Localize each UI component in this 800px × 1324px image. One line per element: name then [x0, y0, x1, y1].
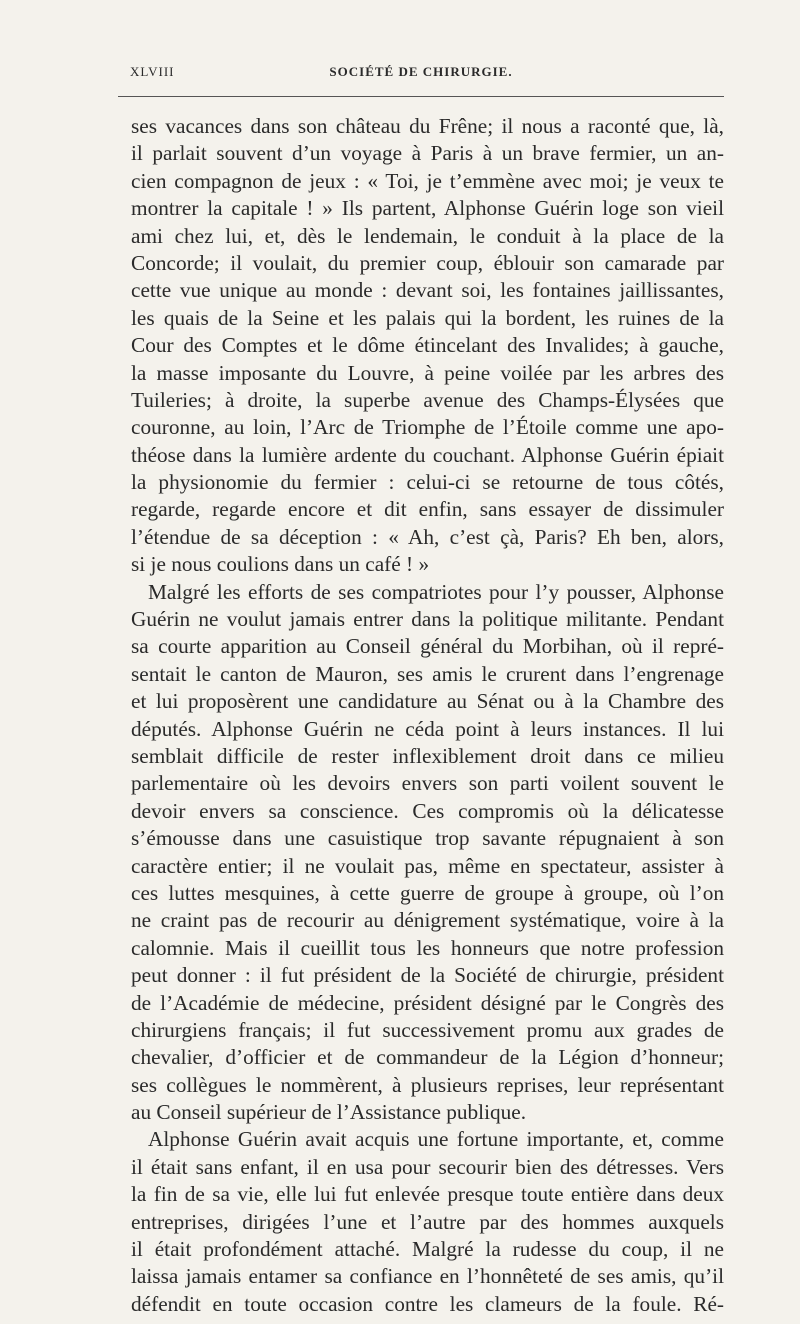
text-line: entreprises, dirigées l’une et l’autre par des hommes auxquels: [131, 1209, 724, 1234]
text-line: couronne, au loin, l’Arc de Triomphe de l’Étoile comme une apo-: [131, 415, 724, 440]
text-line: il était sans enfant, il en usa pour secourir bien des détresses. Vers: [131, 1154, 724, 1179]
text-line: défendit en toute occasion contre les clameurs de la foule. Ré-: [131, 1291, 724, 1316]
text-line: montrer la capitale ! » Ils partent, Alphonse Guérin loge son vieil: [131, 196, 724, 221]
text-line: s’émousse dans une casuistique trop savante répugnaient à son: [131, 826, 724, 851]
text-line: ne craint pas de recourir au dénigrement systématique, voire à la: [131, 908, 724, 933]
page-number: XLVIII: [130, 64, 175, 79]
text-line: Tuileries; à droite, la superbe avenue des Champs-Élysées que: [131, 387, 724, 412]
text-line: regarde, regarde encore et dit enfin, sans essayer de dissimuler: [131, 497, 724, 522]
text-line: parlementaire où les devoirs envers son parti voilent souvent le: [131, 771, 724, 796]
text-line: et lui proposèrent une candidature au Sénat ou à la Chambre des: [131, 689, 724, 714]
text-line: calomnie. Mais il cueillit tous les honneurs que notre profession: [131, 935, 724, 960]
running-header: [118, 64, 724, 86]
text-line: ses collègues le nommèrent, à plusieurs reprises, leur représentant: [131, 1072, 724, 1097]
text-line: les quais de la Seine et les palais qui la bordent, les ruines de la: [131, 305, 724, 330]
text-line: l’étendue de sa déception : « Ah, c’est çà, Paris? Eh ben, alors,: [131, 524, 724, 549]
text-line: Alphonse Guérin avait acquis une fortune importante, et, comme: [148, 1127, 724, 1152]
text-line: caractère entier; il ne voulait pas, même en spectateur, assister à: [131, 853, 724, 878]
text-line: il était profondément attaché. Malgré la rudesse du coup, il ne: [131, 1237, 724, 1262]
text-line: chirurgiens français; il fut successivement promu aux grades de: [131, 1017, 724, 1042]
text-line: devoir envers sa conscience. Ces compromis où la délicatesse: [131, 798, 724, 823]
text-line: ses vacances dans son château du Frêne; il nous a raconté que, là,: [131, 114, 724, 138]
text-line: ces luttes mesquines, à cette guerre de groupe à groupe, où l’on: [131, 880, 724, 905]
text-line: théose dans la lumière ardente du couchant. Alphonse Guérin épiait: [131, 442, 724, 467]
text-line: Malgré les efforts de ses compatriotes pour l’y pousser, Alphonse: [148, 579, 724, 604]
text-line: Guérin ne voulut jamais entrer dans la politique militante. Pendant: [131, 607, 724, 632]
text-line: la fin de sa vie, elle lui fut enlevée presque toute entière dans deux: [131, 1182, 724, 1207]
text-line: Concorde; il voulait, du premier coup, éblouir son camarade par: [131, 250, 724, 275]
body-text: [131, 113, 724, 1318]
text-line: Cour des Comptes et le dôme étincelant des Invalides; à gauche,: [131, 333, 724, 358]
header-rule: [118, 96, 724, 97]
text-line: la physionomie du fermier : celui-ci se retourne de tous côtés,: [131, 470, 724, 495]
text-line: semblait difficile de rester inflexiblement droit dans ce milieu: [131, 743, 724, 768]
running-title: SOCIÉTÉ DE CHIRURGIE.: [329, 64, 513, 79]
text-line: la masse imposante du Louvre, à peine voilée par les arbres des: [131, 360, 724, 385]
text-line: cette vue unique au monde : devant soi, les fontaines jaillissantes,: [131, 278, 724, 303]
text-line: ami chez lui, et, dès le lendemain, le conduit à la place de la: [131, 223, 724, 248]
text-line: au Conseil supérieur de l’Assistance publique.: [131, 1100, 527, 1125]
text-line: sa courte apparition au Conseil général du Morbihan, où il repré-: [131, 634, 724, 659]
text-line: cien compagnon de jeux : « Toi, je t’emmène avec moi; je veux te: [131, 168, 724, 193]
text-line: laissa jamais entamer sa confiance en l’honnêteté de ses amis, qu’il: [131, 1264, 724, 1289]
text-line: peut donner : il fut président de la Société de chirurgie, président: [131, 963, 724, 988]
text-line: il parlait souvent d’un voyage à Paris à un brave fermier, un an-: [131, 141, 724, 166]
text-line: si je nous coulions dans un café ! »: [131, 552, 430, 577]
text-line: sentait le canton de Mauron, ses amis le crurent dans l’engrenage: [131, 661, 724, 686]
text-line: de l’Académie de médecine, président désigné par le Congrès des: [131, 990, 724, 1015]
text-line: chevalier, d’officier et de commandeur de la Légion d’honneur;: [131, 1045, 724, 1070]
text-line: députés. Alphonse Guérin ne céda point à leurs instances. Il lui: [131, 716, 724, 741]
